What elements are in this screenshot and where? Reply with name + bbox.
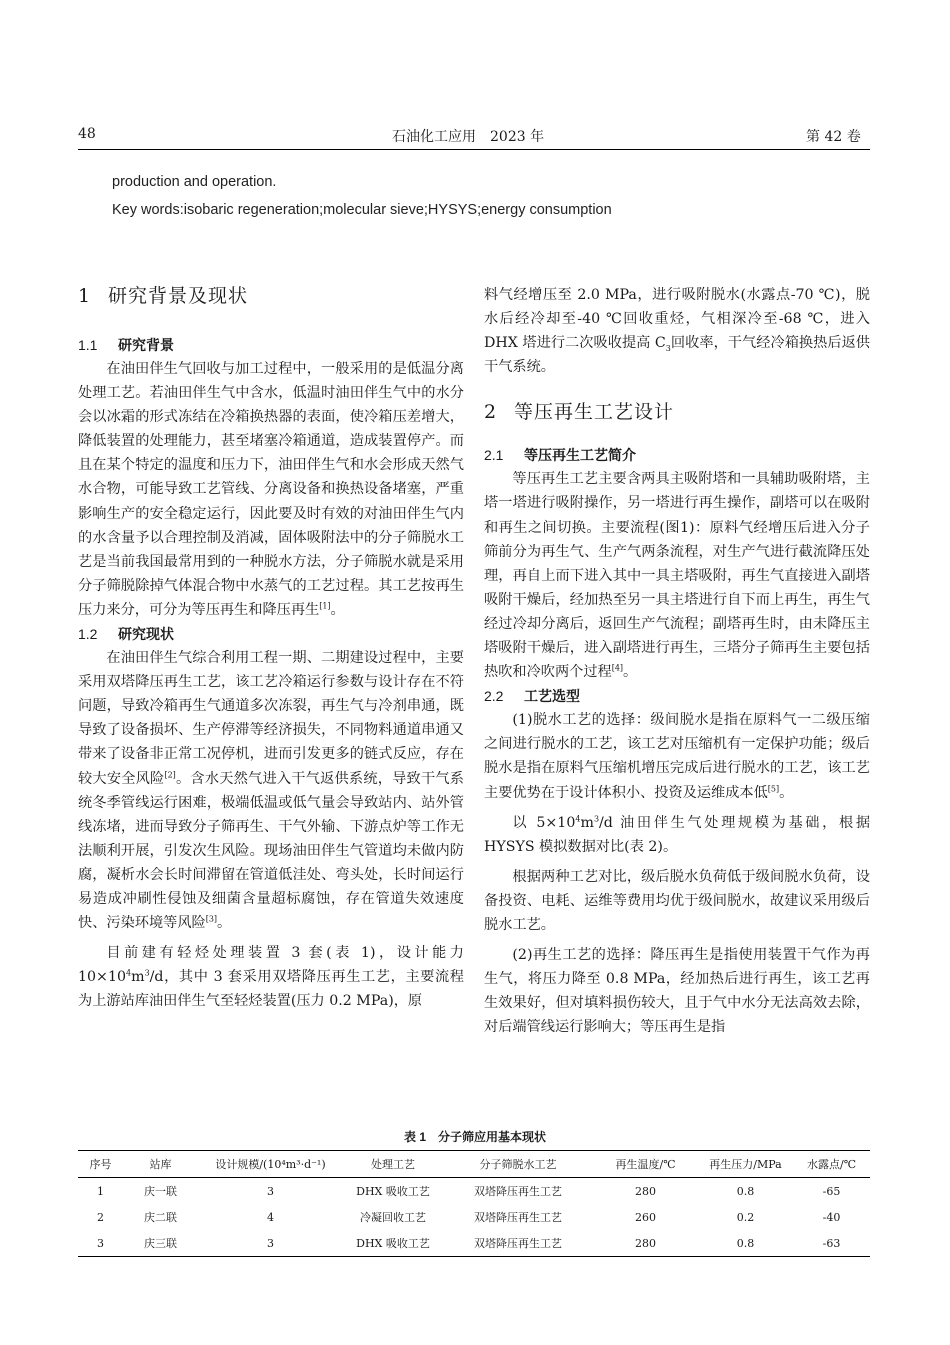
table-cell: 双塔降压再生工艺 (474, 1185, 562, 1198)
table-cell: 260 (635, 1210, 656, 1224)
table-cell: -40 (822, 1210, 841, 1224)
table-cell: 3 (267, 1184, 274, 1198)
citation: [3] (205, 914, 218, 924)
header-cell: 设计规模/(10⁴m³·d⁻¹) (198, 1151, 343, 1178)
citation: [1] (319, 601, 331, 611)
table-cell: 庆二联 (144, 1211, 177, 1224)
right-column (484, 283, 870, 1039)
paragraph: (1)脱水工艺的选择：级间脱水是指在原料气一二级压缩之间进行脱水的工艺，该工艺对压缩机有一定保护功能；级后脱水是指在原料气压缩机增压完成后进行脱水的工艺，该工艺主要优势在于设计体积小、投资及运维成本低[5]。 (484, 712, 870, 801)
paragraph-continued: 料气经增压至 2.0 MPa，进行吸附脱水(水露点-70 ℃)，脱水后经冷却至-40 ℃回收重烃，气相深冷至-68 ℃，进入 DHX 塔进行二次吸收提高 $C_3$回收率，干气经冷箱换热后返供干气系统。 (484, 287, 870, 376)
citation: [2] (164, 769, 176, 779)
section-title: 等压再生工艺设计 (514, 401, 675, 424)
citation: [4] (611, 663, 624, 673)
subsection-2-2-heading (484, 684, 870, 708)
header-cell: 序号 (78, 1151, 123, 1178)
abstract-end: production and operation. (112, 174, 277, 190)
table-caption: 表 1 分子筛应用基本现状 (403, 1130, 546, 1144)
subsection-number: 1.2 (78, 626, 98, 643)
table-cell: DHX 吸收工艺 (343, 1230, 443, 1257)
table-cell: 0.8 (698, 1230, 793, 1257)
keywords-line: Key words:isobaric regeneration;molecular sieve;HYSYS;energy consumption (112, 202, 612, 218)
table-cell: 1 (97, 1184, 104, 1198)
table-cell: DHX 吸收工艺 (356, 1185, 430, 1198)
section-number: 2 (484, 401, 498, 424)
table-cell: 庆一联 (144, 1185, 177, 1198)
section-number: 1 (78, 285, 92, 307)
table-cell: 双塔降压再生工艺 (443, 1230, 593, 1257)
subsection-title: 工艺选型 (524, 688, 580, 705)
subsection-title: 研究背景 (118, 337, 174, 353)
table-row (78, 1178, 870, 1205)
table-cell: 4 (267, 1210, 274, 1224)
citation: [5] (767, 783, 780, 793)
page-number: 48 (78, 126, 96, 142)
table-row (78, 1230, 870, 1257)
paragraph: 以 $5\times 10^4m^3/d$ 油田伴生气处理规模为基础，根据 HYSYS 模拟数据对比(表 2)。 (484, 813, 871, 855)
table-cell: 0.8 (736, 1184, 755, 1198)
table-cell: 280 (635, 1184, 656, 1198)
table-cell: -65 (822, 1184, 841, 1198)
paragraph: 根据两种工艺对比，级后脱水负荷低于级间脱水负荷，设备投资、电耗、运维等费用均优于级间脱水，故建议采用级后脱水工艺。 (484, 868, 870, 933)
header-cell: 再生压力/MPa (698, 1151, 793, 1178)
journal-title: 石油化工应用 2023 年 (392, 129, 545, 145)
subsection-number: 2.2 (484, 688, 504, 705)
table-cell: 双塔降压再生工艺 (474, 1211, 562, 1224)
table-cell: 280 (593, 1230, 698, 1257)
paragraph: 在油田伴生气回收与加工过程中，一般采用的是低温分离处理工艺。若油田伴生气中含水，低温时油田伴生气中的水分会以冰霜的形式冻结在冷箱换热器的表面，使冷箱压差增大，降低装置的处理能力，甚至堵塞冷箱通道，造成装置停产。而且在某个特定的温度和压力下，油田伴生气和水会形成天然气水合物，可能导致工艺管线、分离设备和换热设备堵塞，严重影响生产的安全稳定运行，因此要及时有效的对油田伴生气内的水含量予以合理控制及消减，固体吸附法中的分子筛脱水工艺是当前我国最常用到的一种脱水方法，分子筛脱水就是采用分子筛脱除掉气体混合物中水蒸气的工艺过程。其工艺按再生压力来分，可分为等压再生和降压再生[1]。 (78, 361, 464, 618)
table-cell: 庆三联 (123, 1230, 198, 1257)
header-cell: 再生温度/℃ (593, 1151, 698, 1178)
header-rule (78, 149, 870, 150)
table-header-row (78, 1151, 870, 1178)
section-title: 研究背景及现状 (108, 285, 249, 307)
volume-label: 第 42 卷 (806, 129, 861, 145)
subsection-2-1-heading (484, 443, 870, 467)
header-cell: 处理工艺 (343, 1151, 443, 1178)
subsection-number: 1.1 (78, 337, 98, 353)
subsection-title: 等压再生工艺简介 (524, 447, 636, 464)
paragraph: (2)再生工艺的选择：降压再生是指使用装置干气作为再生气，将压力降至 0.8 MPa，经加热后进行再生，该工艺再生效果好，但对填料损伤较大，且于气中水分无法高效去除，对后端管线运行影响大；等压再生是指 (484, 947, 870, 1036)
section-2-heading (484, 399, 870, 425)
paragraph: 在油田伴生气综合利用工程一期、二期建设过程中，主要采用双塔降压再生工艺，该工艺冷箱运行参数与设计存在不符问题，导致冷箱再生气通道多次冻裂，再生气与冷剂串通，既导致了设备损坏、生产停滞等经济损失，不同物料通道串通又带来了设备非正常工况停机，进而引发更多的链式反应，存在较大安全风险[2]。含水天然气进入干气返供系统，导致干气系统冬季管线运行困难，极端低温或低气量会导致站内、站外管线冻堵，进而导致分子筛再生、干气外输、下游点炉等工作无法顺利开展，引发次生风险。现场油田伴生气管道均未做内防腐，凝析水会长时间滞留在管道低洼处、弯头处，长时间运行易造成冲刷性侵蚀及细菌含量超标腐蚀，存在管道失效速度快、污染环境等风险[3]。 (78, 650, 464, 932)
header-cell: 水露点/℃ (793, 1151, 870, 1178)
table-cell: 3 (78, 1230, 123, 1257)
header-cell: 分子筛脱水工艺 (443, 1151, 593, 1178)
section-1-heading (78, 283, 464, 309)
subsection-title: 研究现状 (118, 626, 174, 643)
paragraph: 等压再生工艺主要含两具主吸附塔和一具辅助吸附塔，主塔一塔进行吸附操作，另一塔进行再生操作，副塔可以在吸附和再生之间切换。主要流程(图1)：原料气经增压后进入分子筛前分为再生气、生产气两条流程，对生产气进行截流降压处理，再自上而下进入其中一具主塔吸附，再生气直接进入副塔吸附干燥后，经加热至另一具主塔进行自下而上再生，再生气经过冷却分离后，返回生产气流程；副塔再生时，由未降压主塔吸附干燥后，进入副塔进行再生，三塔分子筛再生主要包括热吹和冷吹两个过程[4]。 (484, 471, 870, 681)
table-1 (78, 1150, 870, 1257)
table-cell: 0.2 (736, 1210, 755, 1224)
left-column (78, 283, 464, 1013)
table-row (78, 1204, 870, 1230)
subsection-number: 2.1 (484, 447, 504, 464)
subsection-1-1-heading (78, 333, 464, 357)
table-cell: -63 (793, 1230, 870, 1257)
subsection-1-2-heading (78, 622, 464, 646)
table-cell: 2 (97, 1210, 104, 1224)
paragraph: 目前建有轻烃处理装置 3 套(表 1)，设计能力 $10\times 10^4m^3/d$，其中 3 套采用双塔降压再生工艺，主要流程为上游站库油田伴生气至轻烃装置(压力 0.2 MPa)，原 (78, 945, 464, 1010)
table-cell: 冷凝回收工艺 (360, 1211, 426, 1224)
header-cell: 站库 (123, 1151, 198, 1178)
table-cell: 3 (198, 1230, 343, 1257)
